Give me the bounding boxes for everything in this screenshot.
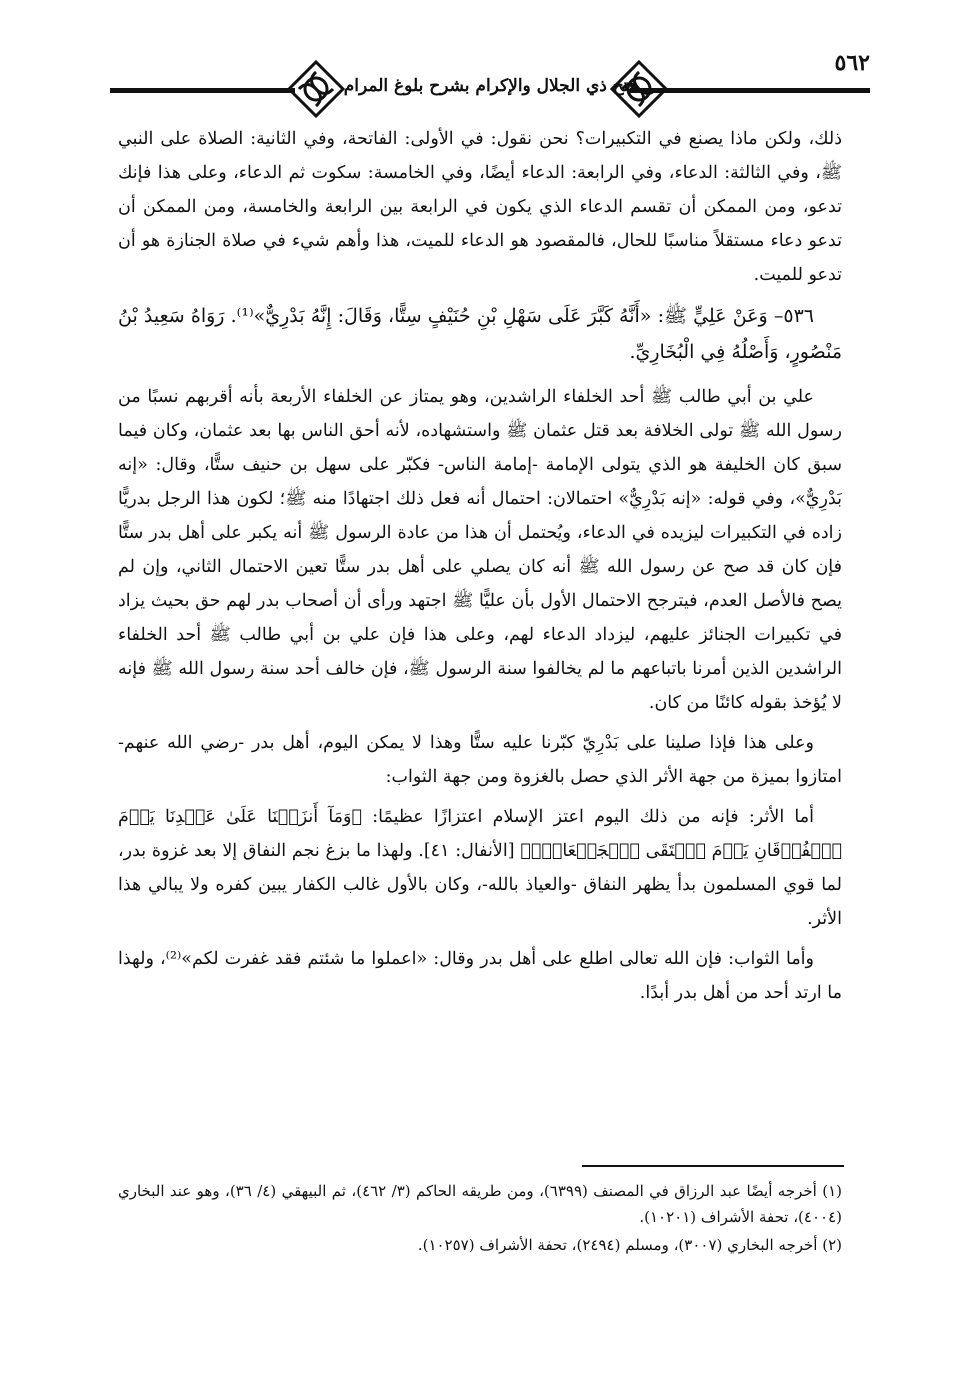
paragraph-athar: أما الأثر: فإنه من ذلك اليوم اعتز الإسلام اعتزازًا عظيمًا: ﴿وَمَآ أَنزَلۡنَا عَلَىٰ عَبۡدِنَا يَوۡمَ ٱلۡفُرۡقَانِ يَوۡمَ ٱلۡتَقَى ٱلۡجَمۡعَانِۗ﴾ [الأنفال: ٤١]. ولهذا ما بزغ نجم النفاق إلا بعد غزوة بدر، لما قوي المسلمون بدأ يظهر النفاق -والعياذ بالله-، وكان بالأول غالب الكفار يبين كفره ولا يبالي هذا الأثر.	[118, 807, 842, 929]
page-number: ٥٦٢	[834, 50, 870, 76]
footnote-2: (٢) أخرجه البخاري (٣٠٠٧)، ومسلم (٢٤٩٤)، تحفة الأشراف (١٠٢٥٧).	[417, 1236, 842, 1254]
footnote-1: (١) أخرجه أيضًا عبد الرزاق في المصنف (٦٣٩٩)، ومن طريقه الحاكم (٣/ ٤٦٢)، ثم البيهقي (٤/ ٣٦)، وهو عند البخاري (٤٠٠٤)، تحفة الأشراف (١٠٢٠١).	[118, 1182, 842, 1226]
paragraph-intro: ذلك، ولكن ماذا يصنع في التكبيرات؟ نحن نقول: في الأولى: الفاتحة، وفي الثانية: الصلاة على النبي ﷺ، وفي الثالثة: الدعاء، وفي الرابعة: الدعاء أيضًا، وفي الخامسة: سكوت ثم الدعاء، وعلى هذا فإنك تدعو، ومن الممكن أن تقسم الدعاء الذي يكون في الرابعة بين الرابعة والخامسة، ومن الممكن أن تدعو دعاء مستقلاً مناسبًا للحال، فالمقصود هو الدعاء للميت، هذا وأهم شيء في صلاة الجنازة هو أن تدعو للميت.	[118, 129, 842, 285]
footnotes	[118, 1178, 842, 1260]
running-title: فتح ذي الجلال والإكرام بشرح بلوغ المرام	[343, 76, 637, 96]
main-text	[118, 122, 842, 1016]
paragraph-thawab: وأما الثواب: فإن الله تعالى اطلع على أهل بدر وقال: «اعملوا ما شئتم فقد غفرت لكم»⁽²⁾، ولهذا ما ارتد أحد من أهل بدر أبدًا.	[118, 949, 842, 1003]
hadith-536: ٥٣٦– وَعَنْ عَلِيٍّ ﷺ: «أَنَّهُ كَبَّرَ عَلَى سَهْلِ بْنِ حُنَيْفٍ سِتًّا، وَقَالَ: إِنَّهُ بَدْرِيٌّ»⁽¹⁾. رَوَاهُ سَعِيدُ بْنُ مَنْصُورٍ، وَأَصْلُهُ فِي الْبُخَارِيِّ.	[118, 305, 842, 363]
header-rule-left	[110, 88, 295, 93]
paragraph-badri: وعلى هذا فإذا صلينا على بَدْرِيّ كبّرنا عليه ستًّا وهذا لا يمكن اليوم، أهل بدر -رضي الله عنهم- امتازوا بميزة من جهة الأثر الذي حصل بالغزوة ومن جهة الثواب:	[118, 733, 842, 787]
paragraph-commentary: علي بن أبي طالب ﷺ أحد الخلفاء الراشدين، وهو يمتاز عن الخلفاء الأربعة بأنه أقربهم نسبًا من رسول الله ﷺ تولى الخلافة بعد قتل عثمان ﷺ واستشهاده، لأنه أحق الناس بها بعد عثمان، وكان فيما سبق كان الخليفة هو الذي يتولى الإمامة -إمامة الناس- فكبّر على سهل بن حنيف ستًّا، وقال: «إنه بَدْرِيٌّ»، وفي قوله: «إنه بَدْرِيٌّ» احتمالان: احتمال أنه فعل ذلك اجتهادًا منه ﷺ؛ لكون هذا الرجل بدريًّا زاده في التكبيرات ليزيده في الدعاء، ويُحتمل أن هذا من عادة الرسول ﷺ أنه يكبر على أهل بدر ستًّا فإن كان قد صح عن رسول الله ﷺ أنه كان يصلي على أهل بدر ستًّا تعين الاحتمال الثاني، وإن لم يصح فالأصل العدم، فيترجح الاحتمال الأول بأن عليًّا ﷺ اجتهد ورأى أن أصحاب بدر لهم حق بحيث يزاد في تكبيرات الجنائز عليهم، ليزداد الدعاء لهم، وعلى هذا فإن علي بن أبي طالب ﷺ أحد الخلفاء الراشدين الذين أمرنا باتباعهم ما لم يخالفوا سنة الرسول ﷺ، فإن خالف أحد سنة رسول الله ﷺ فإنه لا يُؤخذ بقوله كائنًا من كان.	[118, 387, 842, 713]
page-header	[110, 50, 870, 120]
footnote-divider	[582, 1165, 844, 1167]
